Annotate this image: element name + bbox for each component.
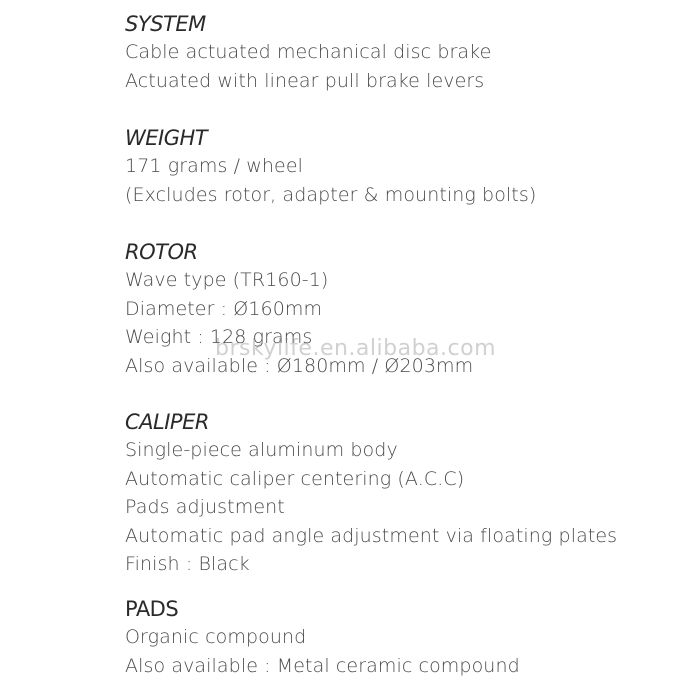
spec-line: Automatic pad angle adjustment via floating plates (125, 524, 618, 547)
section-rotor (125, 238, 473, 380)
spec-line: Wave type (TR160-1) (125, 269, 329, 291)
section-heading-caliper: CALIPER (125, 410, 209, 434)
spec-line: Diameter : Ø160mm (125, 297, 323, 320)
section-system (125, 10, 491, 95)
spec-line: Automatic caliper centering (A.C.C) (125, 467, 465, 490)
spec-line: Pads adjustment (125, 496, 285, 518)
section-heading-weight: WEIGHT (125, 126, 208, 150)
spec-line: (Excludes rotor, adapter & mounting bolts) (125, 183, 537, 206)
spec-line: Actuated with linear pull brake levers (125, 69, 485, 92)
spec-line: 171 grams / wheel (125, 155, 303, 177)
spec-line: Weight : 128 grams (125, 326, 313, 348)
spec-line: Also available : Metal ceramic compound (125, 654, 520, 677)
spec-line: Single-piece aluminum body (125, 439, 398, 461)
section-weight (125, 124, 536, 209)
spec-line: Organic compound (125, 626, 307, 648)
spec-line: Finish : Black (125, 553, 250, 575)
section-pads (125, 595, 520, 680)
spec-line: Cable actuated mechanical disc brake (125, 41, 492, 63)
section-caliper (125, 408, 617, 579)
section-heading-pads: PADS (125, 597, 179, 621)
section-heading-rotor: ROTOR (125, 240, 198, 264)
watermark: brskylife.en.alibaba.com (215, 336, 496, 361)
section-heading-system: SYSTEM (125, 12, 206, 36)
spec-line: Also available : Ø180mm / Ø203mm (125, 354, 474, 377)
